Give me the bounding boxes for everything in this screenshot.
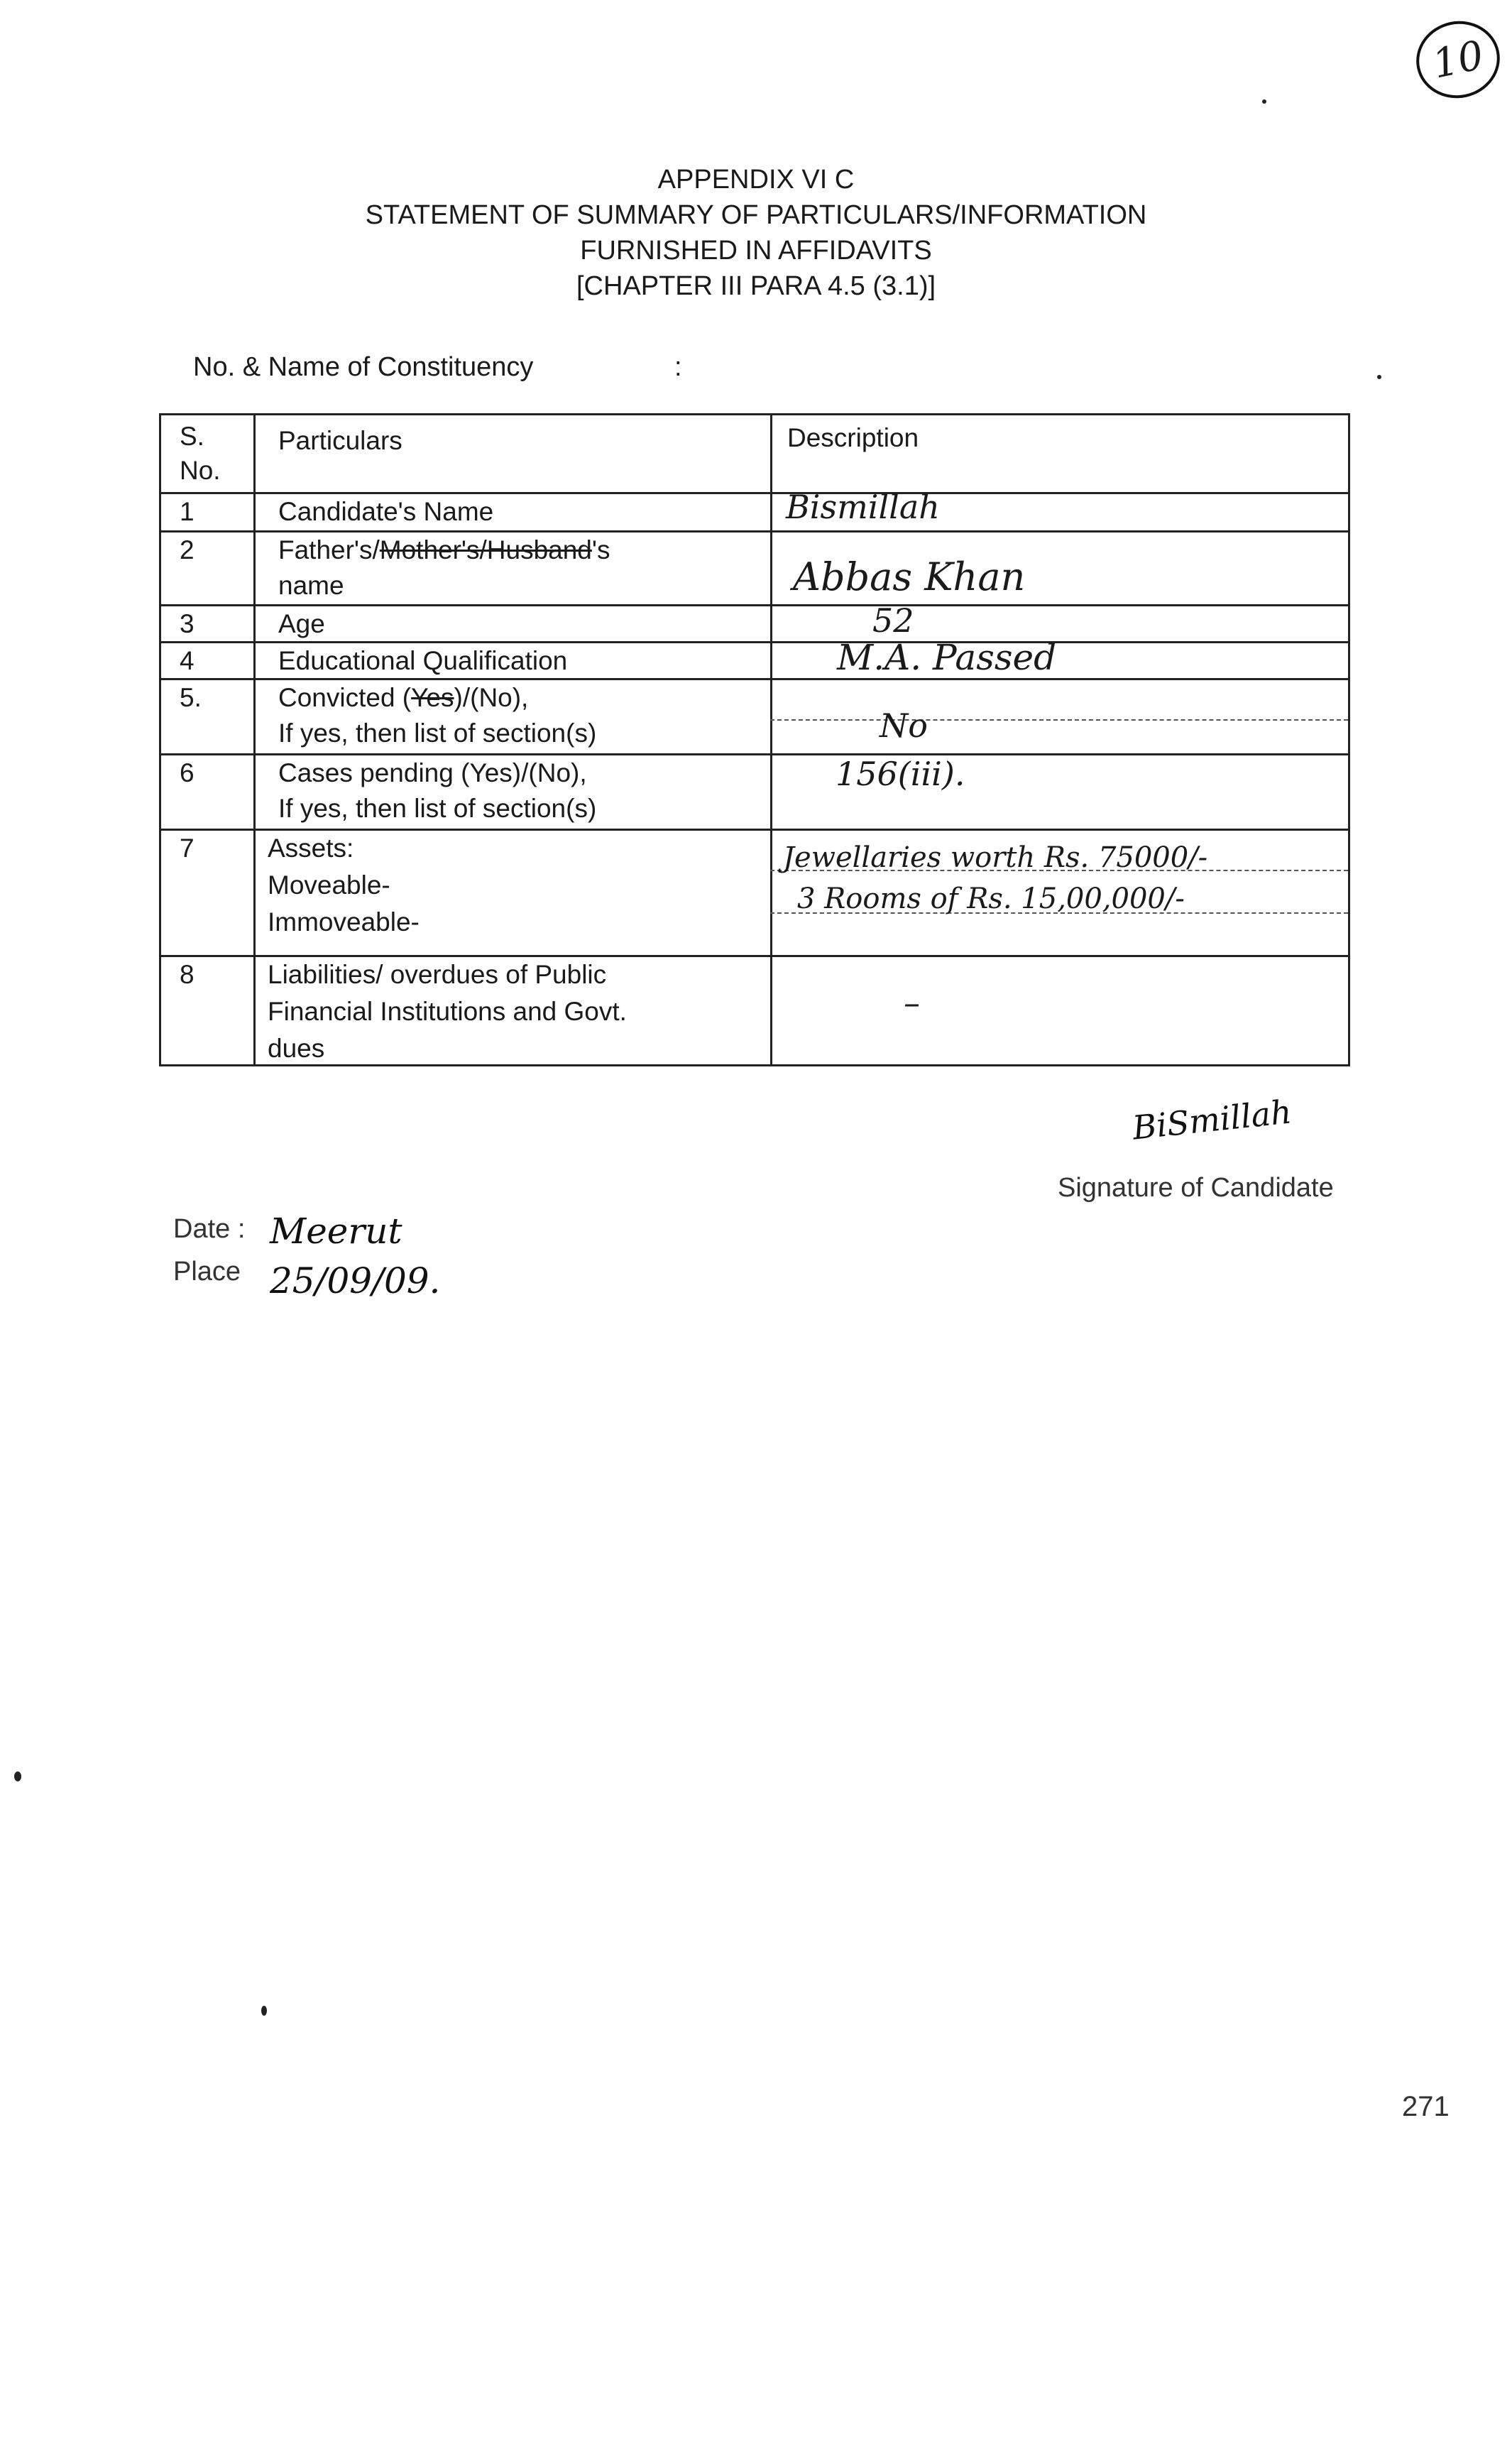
place-value: 25/09/09. [270,1260,441,1301]
row-5-particulars-struck: Yes [411,683,454,712]
row-1-sno: 1 [180,497,195,526]
row-6-value: 156(iii). [836,755,965,793]
header-description: Description [787,423,919,452]
row-7-value-moveable: Jewellaries worth Rs. 75000/- [783,841,1208,874]
row-5-particulars [278,679,528,716]
row-3-particulars: Age [278,609,325,638]
row-7-sno: 7 [180,834,195,863]
page-mark-number: 10 [1428,31,1488,88]
scan-speck [14,1771,21,1781]
constituency-separator: : [674,352,682,382]
date-label: Date : [173,1214,246,1244]
row-8-sno: 8 [180,960,195,989]
header-sno-1: S. [180,422,204,451]
particulars-table [159,413,1350,1066]
row-rule-2 [161,604,1348,606]
row-6-particulars: Cases pending (Yes)/(No), [278,758,587,787]
row-4-value: M.A. Passed [837,637,1057,678]
column-rule-particulars [770,415,772,1064]
row-7-particulars-line3: Immoveable- [268,907,420,936]
header-sno-2: No. [180,456,221,485]
row-8-particulars: Liabilities/ overdues of Public [268,960,607,989]
row-7-particulars-line2: Moveable- [268,870,390,900]
row-7-value-immoveable: 3 Rooms of Rs. 15,00,000/- [797,883,1185,915]
heading-line-4: [CHAPTER III PARA 4.5 (3.1)] [576,271,936,301]
row-1-value: Bismillah [786,488,940,526]
row-8-particulars-line2: Financial Institutions and Govt. [268,997,627,1026]
row-5-value: No [880,706,928,745]
header-particulars: Particulars [278,426,402,455]
row-2-particulars-a: Father's/ [278,535,380,564]
constituency-label: No. & Name of Constituency [193,352,534,382]
row-5-particulars-line2: If yes, then list of section(s) [278,719,597,748]
row-4-sno: 4 [180,646,195,675]
guide-line-convicted [770,719,1348,721]
row-3-value: 52 [872,601,914,640]
row-5-sno: 5. [180,683,202,712]
row-5-particulars-a: Convicted ( [278,683,412,712]
place-label: Place [173,1257,241,1287]
row-3-sno: 3 [180,609,195,638]
row-7-particulars: Assets: [268,834,354,863]
row-6-sno: 6 [180,758,195,787]
row-2-particulars-line2: name [278,571,344,600]
row-8-value: – [904,983,920,1022]
heading-line-3: FURNISHED IN AFFIDAVITS [580,236,932,266]
row-8-particulars-line3: dues [268,1034,325,1063]
scan-speck [1377,375,1381,379]
row-2-sno: 2 [180,535,195,564]
scan-speck [1262,99,1266,104]
row-4-particulars: Educational Qualification [278,646,568,675]
signature-label: Signature of Candidate [1058,1173,1334,1203]
row-5-particulars-b: )/(No), [454,683,529,712]
heading-line-1: APPENDIX VI C [657,165,855,195]
scan-speck [261,2006,267,2016]
heading-line-2: STATEMENT OF SUMMARY OF PARTICULARS/INFORMATION [365,200,1147,230]
column-rule-sno [253,415,256,1064]
page-number: 271 [1402,2091,1450,2122]
row-2-particulars [278,532,610,569]
document-heading [0,162,1512,304]
row-2-particulars-b: 's [591,535,610,564]
candidate-signature: BiSmillah [1130,1092,1294,1147]
row-6-particulars-line2: If yes, then list of section(s) [278,794,597,823]
page-mark-circle [1409,13,1507,106]
date-value: Meerut [270,1211,402,1252]
row-2-value: Abbas Khan [793,555,1026,599]
row-2-particulars-struck: Mother's/Husband [379,535,592,564]
row-1-particulars: Candidate's Name [278,497,494,526]
